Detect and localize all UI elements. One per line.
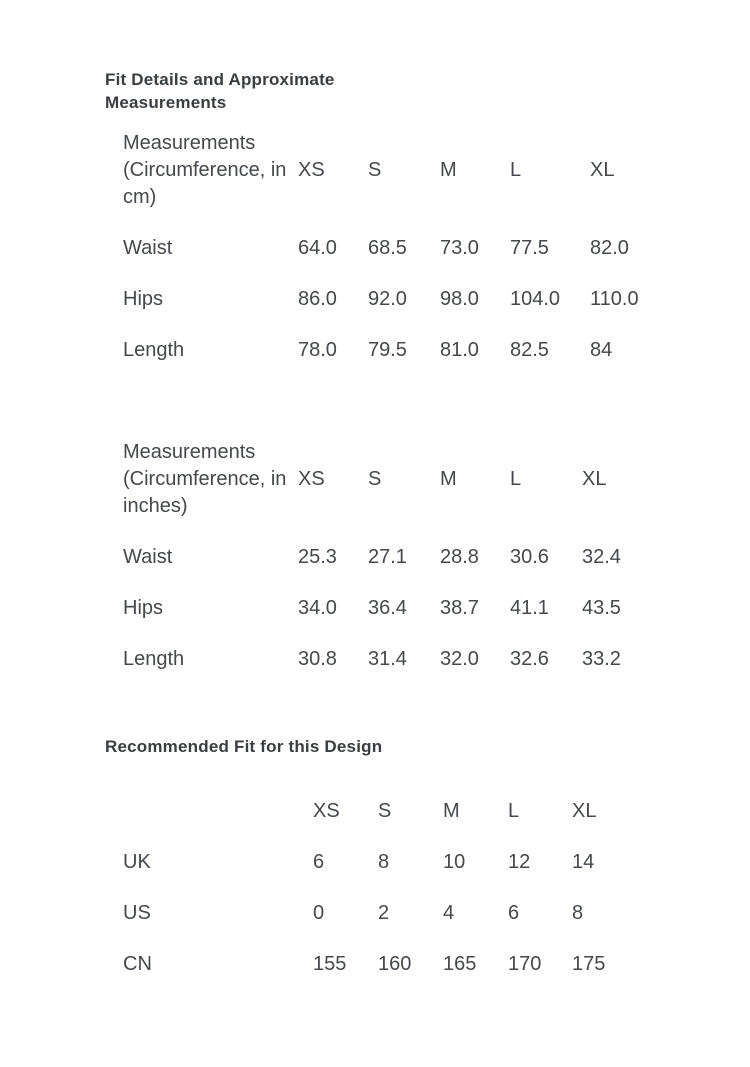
measurement-value: 82.0 [590, 237, 629, 259]
measurement-value: 82.5 [510, 339, 549, 361]
measurement-value: 36.4 [368, 597, 407, 619]
measurement-value: 110.0 [590, 288, 639, 310]
size-column-header: XS [313, 800, 340, 822]
measurement-value: 92.0 [368, 288, 407, 310]
size-value: 160 [378, 953, 412, 975]
size-column-header: L [508, 800, 520, 822]
measurements-inches-table [123, 427, 654, 685]
table-header-label: Measurements (Circumference, in cm) [123, 132, 287, 208]
section-title-recommended-fit: Recommended Fit for this Design [105, 737, 383, 756]
row-label: Length [123, 648, 185, 670]
size-column-header: M [443, 800, 460, 822]
table-header-row [123, 786, 642, 837]
measurement-value: 104.0 [510, 288, 561, 310]
table-row [123, 583, 654, 634]
size-value: 6 [508, 902, 520, 924]
table-header-label-empty [123, 786, 313, 837]
size-value: 8 [572, 902, 584, 924]
size-column-header: M [440, 159, 457, 181]
table-header-row [123, 118, 662, 223]
measurement-value: 30.8 [298, 648, 337, 670]
row-label: Length [123, 339, 185, 361]
row-label: CN [123, 953, 152, 975]
measurement-value: 38.7 [440, 597, 479, 619]
size-column-header: XS [298, 468, 325, 490]
size-value: 155 [313, 953, 347, 975]
measurement-value: 98.0 [440, 288, 479, 310]
measurement-value: 27.1 [368, 546, 407, 568]
size-column-header: L [510, 159, 522, 181]
measurement-value: 68.5 [368, 237, 407, 259]
measurement-value: 25.3 [298, 546, 337, 568]
size-column-header: S [378, 800, 392, 822]
table-row [123, 888, 642, 939]
recommended-fit-table [123, 786, 642, 990]
table-row [123, 837, 642, 888]
row-label: UK [123, 851, 151, 873]
table-header-label: Measurements (Circumference, in inches) [123, 441, 287, 517]
measurement-value: 34.0 [298, 597, 337, 619]
size-value: 165 [443, 953, 477, 975]
measurement-value: 79.5 [368, 339, 407, 361]
size-value: 2 [378, 902, 390, 924]
size-value: 175 [572, 953, 606, 975]
size-column-header: XL [572, 800, 597, 822]
row-label: Waist [123, 237, 173, 259]
measurement-value: 32.4 [582, 546, 621, 568]
measurement-value: 73.0 [440, 237, 479, 259]
row-label: US [123, 902, 151, 924]
measurement-value: 43.5 [582, 597, 621, 619]
size-value: 12 [508, 851, 531, 873]
measurement-value: 86.0 [298, 288, 337, 310]
measurement-value: 32.0 [440, 648, 479, 670]
size-column-header: M [440, 468, 457, 490]
measurement-value: 31.4 [368, 648, 407, 670]
measurement-value: 41.1 [510, 597, 549, 619]
size-value: 8 [378, 851, 390, 873]
table-row [123, 532, 654, 583]
table-row [123, 939, 642, 990]
measurement-value: 33.2 [582, 648, 621, 670]
measurement-value: 77.5 [510, 237, 549, 259]
table-row [123, 274, 662, 325]
size-column-header: L [510, 468, 522, 490]
size-value: 4 [443, 902, 455, 924]
size-column-header: S [368, 159, 382, 181]
row-label: Hips [123, 288, 164, 310]
size-value: 10 [443, 851, 466, 873]
measurement-value: 81.0 [440, 339, 479, 361]
size-value: 14 [572, 851, 595, 873]
table-row [123, 325, 662, 376]
row-label: Waist [123, 546, 173, 568]
size-column-header: S [368, 468, 382, 490]
size-column-header: XL [582, 468, 607, 490]
measurement-value: 32.6 [510, 648, 549, 670]
row-label: Hips [123, 597, 164, 619]
measurement-value: 64.0 [298, 237, 337, 259]
size-value: 170 [508, 953, 542, 975]
section-title-fit-details: Fit Details and Approximate Measurements [105, 70, 335, 112]
measurements-cm-table [123, 118, 662, 376]
table-row [123, 223, 662, 274]
measurement-value: 28.8 [440, 546, 479, 568]
size-column-header: XS [298, 159, 325, 181]
size-value: 0 [313, 902, 325, 924]
measurement-value: 78.0 [298, 339, 337, 361]
measurement-value: 30.6 [510, 546, 549, 568]
size-column-header: XL [590, 159, 615, 181]
size-value: 6 [313, 851, 325, 873]
measurement-value: 84 [590, 339, 613, 361]
table-row [123, 634, 654, 685]
table-header-row [123, 427, 654, 532]
